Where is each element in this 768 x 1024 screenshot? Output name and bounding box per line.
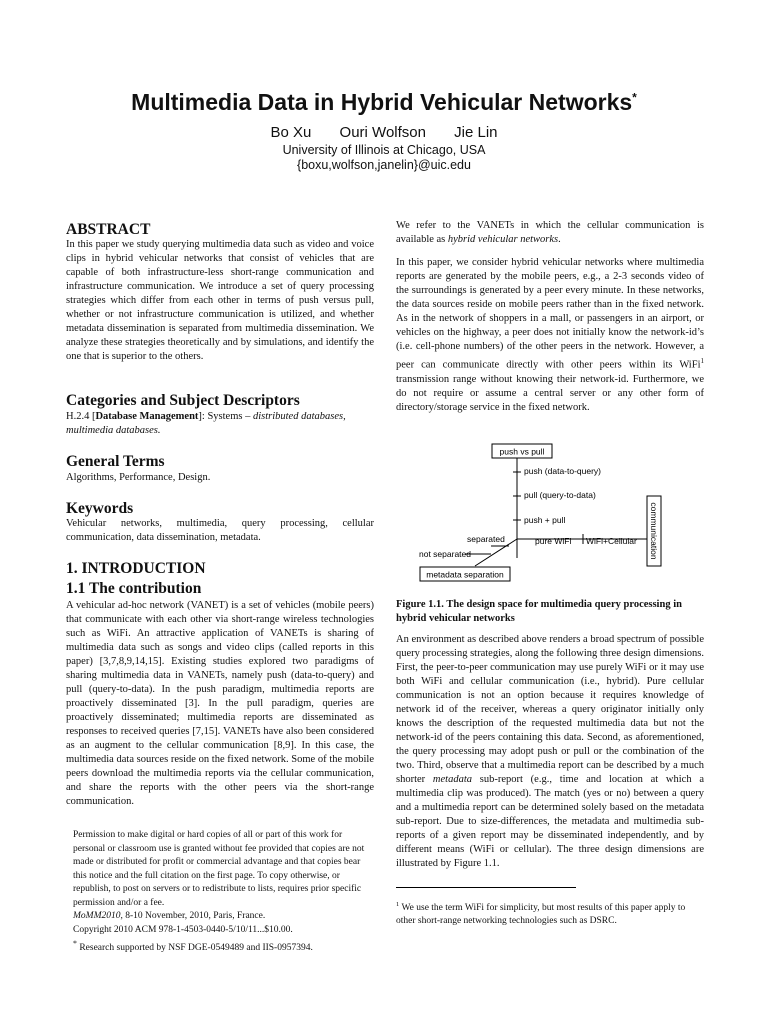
author-list [0,124,768,141]
design-space-figure [395,440,675,590]
affiliation-block [0,143,768,173]
conference-info: MoMM2010, 8-10 November, 2010, Paris, France. [73,911,266,921]
categories-heading: Categories and Subject Descriptors [66,392,300,409]
abstract-text: In this paper we study querying multimedia data such as video and voice clips in hybrid vehicular networks that consist of vehicles that are capable of both infrastructure-less short-range communication and infrastructure communication. We introduce a set of query processing strategies which differ from each other in terms of push versus pull, whether or not infrastructure communication is utilized, and whether metadata dissemination is separated from multimedia dissemination. We analyze these strategies theoretically and by simulations, and identify the one that is superior to the others. [66,239,374,362]
label-wifi-cellular: WiFi+Cellular [586,536,637,546]
label-not-separated: not separated [419,549,471,559]
author-name: Jie Lin [454,124,498,141]
copyright-line: Copyright 2010 ACM 978-1-4503-0440-5/10/11...$10.00. [73,924,293,935]
permission-notice [73,829,373,956]
paragraph-network-description: In this paper, we consider hybrid vehicular networks where multimedia reports are generated by the mobile peers, e.g., a 2-3 seconds video of the surroundings is generated by a peer every minute. In these networks, the data sources reside on mobile peers rather than in the fixed network. As in the network of shoppers in a mall, or passengers in an airport, or vehicles on the highway, a peer does not initially know the network-id’s (i.e. cell-phone numbers) of the other peers in the network. However, a peer can communicate directly with other peers within its WiFi$^1$ transmission range without knowing their network-id. Furthermore, we do not require or assume a central server or any other form of directory/storage service in the fixed network. [396,257,704,413]
author-name: Bo Xu [270,124,312,141]
general-terms-text: Algorithms, Performance, Design. [66,472,211,483]
label-push-vs-pull: push vs pull [499,446,545,457]
paragraph-design-dimensions: An environment as described above renders a broad spectrum of possible query processing strategies, along the following three design dimensions. First, the peer-to-peer communication may use purely WiFi or it may use both WiFi and cellular communication (i.e., hybrid). Pure cellular communication is not an option because it requires knowledge of network id of the receiver, whereas a query originator initially only knows the description of the requested multimedia data but not the network-id of the peers containing this data. Second, as aforementioned, the query processing may adopt push or pull or the combination of the two. Third, observe that a multimedia report can be described by a much shorter metadata sub-report (e.g., time and location at which a multimedia clip was produced). The match (yes or no) between a query and a multimedia report can be determined solely based on the metadata sub-report. Due to size-differences, the metadata and multimedia sub-reports of a given report may be disseminated independently, and by different means (WiFi or cellular). The three design dimensions are illustrated by Figure 1.1. [396,634,704,869]
label-push: push (data-to-query) [524,466,602,476]
section-heading-introduction: 1. INTRODUCTION [66,560,206,577]
categories-text: H.2.4 [Database Management]: Systems – distributed databases, multimedia databases. [66,411,346,436]
general-terms-heading: General Terms [66,453,165,470]
footnote-separator [396,887,576,888]
label-communication: communication [649,502,659,560]
affiliation: University of Illinois at Chicago, USA [282,143,486,157]
label-pull: pull (query-to-data) [524,490,596,500]
permission-text: Permission to make digital or hard copies of all or part of this work for personal or classroom use is granted without fee provided that copies are not made or distributed for profit or commercial advantage and that copies bear this notice and the full citation on the first page. To copy otherwise, or republish, to post on servers or to redistribute to lists, requires prior specific permission and/or a fee. [73,830,365,908]
label-pure-wifi: pure WiFi [535,536,572,546]
research-footnote: * Research supported by NSF DGE-0549489 and IIS-0957394. [73,939,313,954]
keywords-text: Vehicular networks, multimedia, query processing, cellular communication, data dissemination, metadata. [66,518,374,543]
abstract-heading: ABSTRACT [66,221,151,238]
figure-caption: Figure 1.1. The design space for multimedia query processing in hybrid vehicular networks [396,599,682,624]
paper-title: Multimedia Data in Hybrid Vehicular Networks* [131,89,637,115]
label-metadata-separation: metadata separation [426,569,504,580]
label-push-pull: push + pull [524,515,566,525]
author-emails: {boxu,wolfson,janelin}@uic.edu [297,158,471,172]
author-name: Ouri Wolfson [339,124,426,141]
label-separated: separated [467,534,505,544]
footnote-wifi: $^1$ We use the term WiFi for simplicity, but most results of this paper apply to other short-range networking technologies such as DSRC. [396,901,686,927]
subsection-heading-contribution: 1.1 The contribution [66,580,202,597]
footnote-ref: 1 [700,357,704,365]
intro-text: A vehicular ad-hoc network (VANET) is a set of vehicles (mobile peers) that communicate with each other via short-range wireless technologies such as WiFi. An attractive application of VANETs is sharing of multimedia data such as songs and video clips (called reports in this paper) [3,7,8,9,14,15]. Existing studies explored two paradigms of sharing multimedia data in VANETs, namely push (data-to-query) and pull (query-to-data). In the push paradigm, multimedia reports are proactively disseminated [3]. In the pull paradigm, queries are proactively disseminated; multimedia reports are disseminated as responses to received queries [7,15]. VANETs have also been considered as an augment to the cellular communication [8,9]. In this case, the multimedia data sources reside on the fixed network. Some of the mobile peers download the multimedia reports via the cellular communication, and share the reports with the other peers via the short-range communication. [66,600,374,807]
title-footnote-mark: * [632,90,637,105]
paragraph-hybrid-definition: We refer to the VANETs in which the cellular communication is available as hybrid vehicular networks. [396,220,704,245]
keywords-heading: Keywords [66,500,134,517]
